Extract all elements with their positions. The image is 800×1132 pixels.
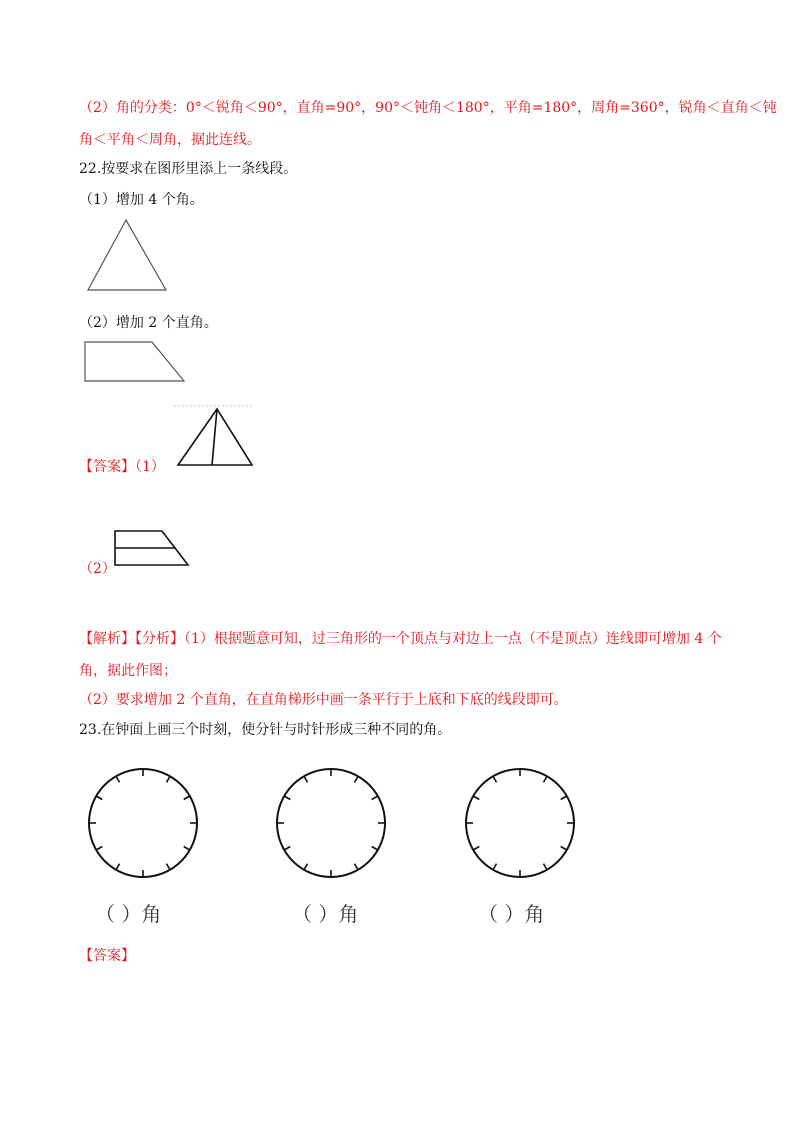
solution-21-part2-line2: 角＜平角＜周角，据此连线。 [79,132,261,148]
clock-hour-tick [96,796,102,800]
clock-hour-tick [473,796,479,800]
answer-trapezoid-figure [110,527,195,572]
clock-hour-tick [561,796,567,800]
question-23-title: 23.在钟面上画三个时刻，使分针与时针形成三种不同的角。 [79,722,452,738]
clock-hour-tick [116,776,120,782]
clock-hour-tick [167,864,171,870]
clock-hour-tick [284,847,290,851]
clock-rim [466,769,574,877]
analysis-line2: 角，据此作图； [79,663,177,679]
triangle-figure [82,216,172,296]
clock-hour-tick [355,864,359,870]
clock-hour-tick [372,796,378,800]
clock-hour-tick [561,847,567,851]
clock-label-1: （ ）角 [95,902,162,926]
clock-label-2: （ ）角 [292,902,359,926]
solution-21-part2-line1: （2）角的分类：0°＜锐角＜90°，直角=90°，90°＜钝角＜180°，平角=180°，周角=360°，锐角＜直角＜钝 [79,100,777,116]
analysis-line1: 【解析】【分析】（1）根据题意可知，过三角形的一个顶点与对边上一点（不是顶点）连线即可增加 4 个 [79,631,722,647]
clock-face-2 [268,760,394,886]
clock-rim [89,769,197,877]
clock-label-3: （ ）角 [478,902,545,926]
answer-triangle-figure [172,403,257,473]
clock-hour-tick [167,776,171,782]
question-22-part2: （2）增加 2 个直角。 [79,315,218,331]
clock-hour-tick [544,864,548,870]
answer-tag-23: 【答案】 [79,948,135,964]
clock-face-3 [457,760,583,886]
clock-hour-tick [473,847,479,851]
answer-part2-label: （2） [79,561,116,577]
clock-hour-tick [304,776,308,782]
analysis-line3: （2）要求增加 2 个直角，在直角梯形中画一条平行于上底和下底的线段即可。 [79,692,568,708]
clock-hour-tick [372,847,378,851]
question-22-title: 22.按要求在图形里添上一条线段。 [79,161,298,177]
clock-hour-tick [96,847,102,851]
clock-hour-tick [355,776,359,782]
clock-hour-tick [493,776,497,782]
clock-hour-tick [284,796,290,800]
clock-hour-tick [184,796,190,800]
clock-rim [277,769,385,877]
clock-hour-tick [544,776,548,782]
clock-hour-tick [304,864,308,870]
answer-tag-22: 【答案】（1） [79,459,165,475]
question-22-part1: （1）增加 4 个角。 [79,192,204,208]
right-trapezoid-figure [80,338,190,388]
clock-face-1 [80,760,206,886]
clock-hour-tick [116,864,120,870]
clock-hour-tick [493,864,497,870]
clock-hour-tick [184,847,190,851]
